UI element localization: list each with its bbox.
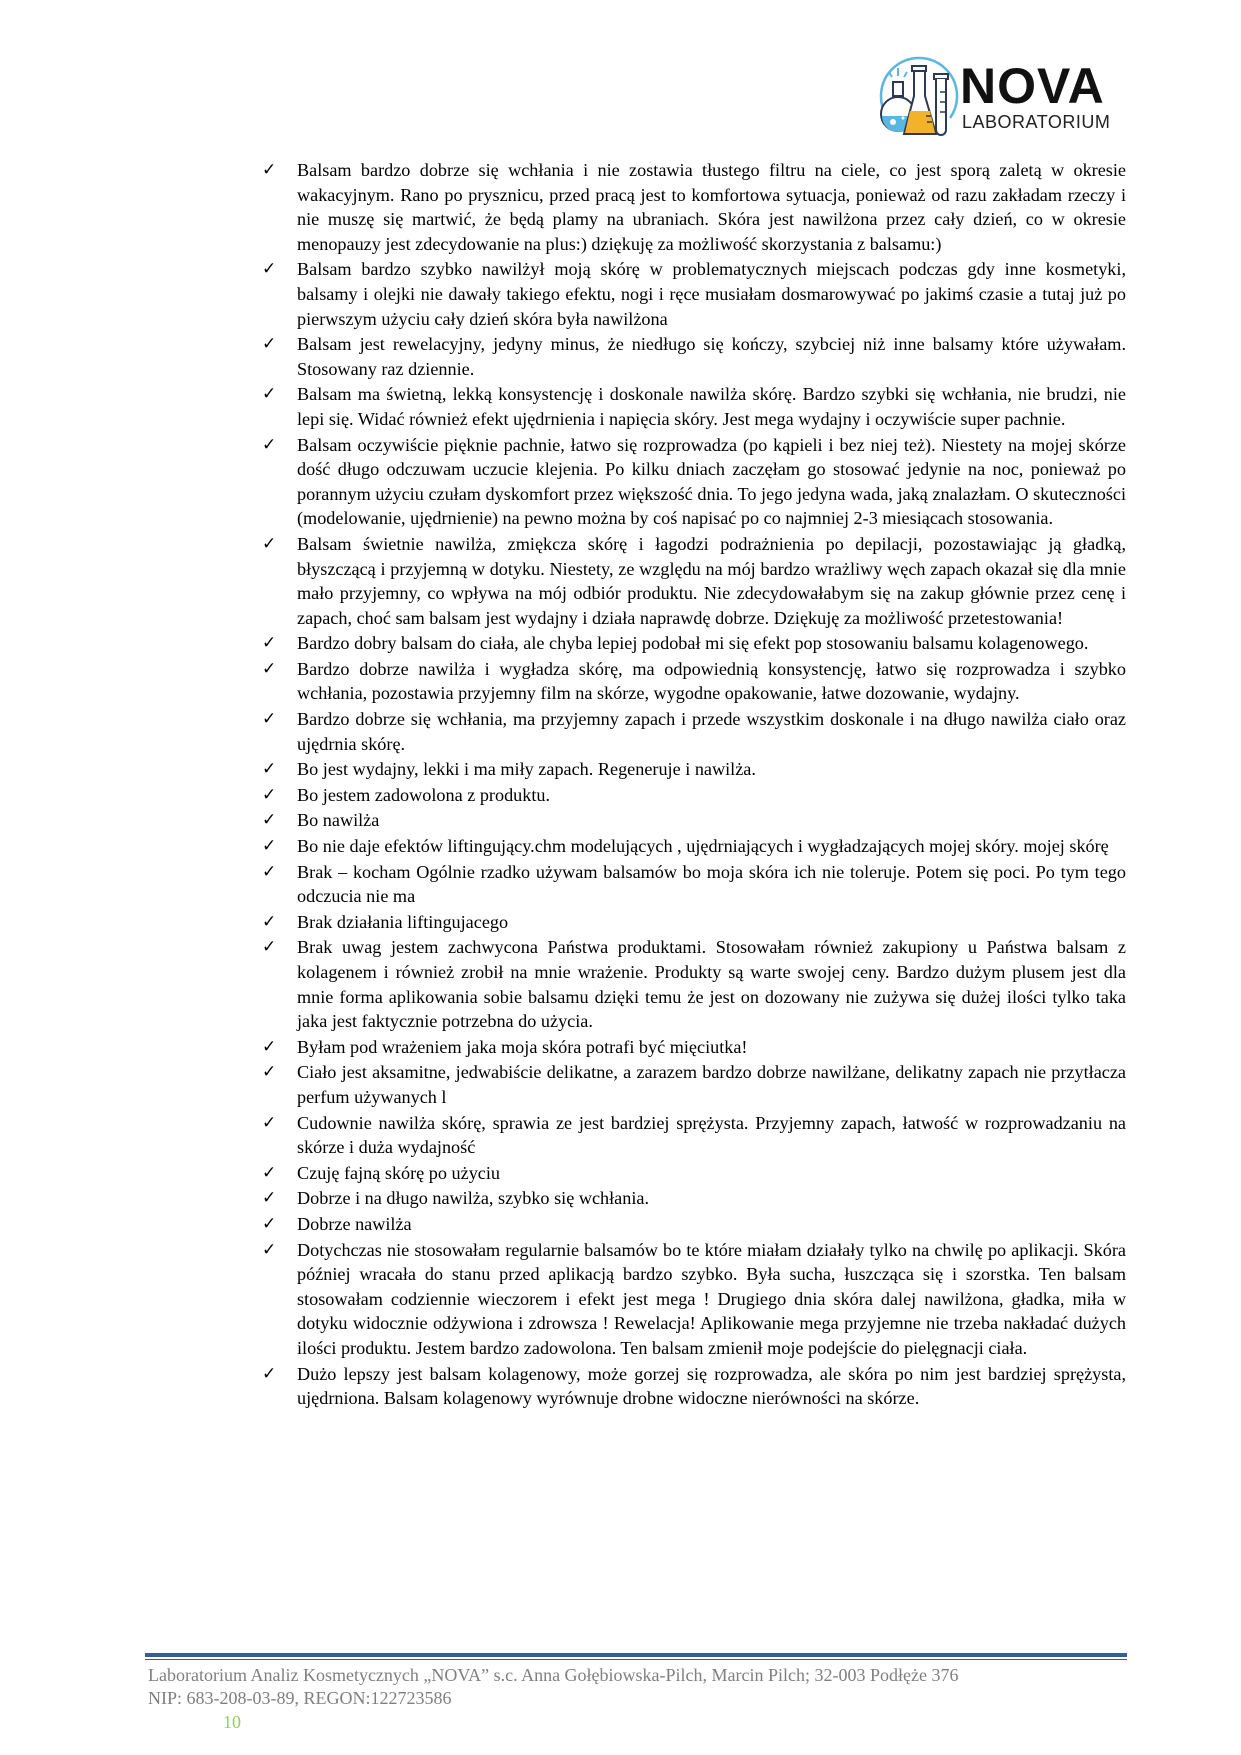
review-list-item [262,834,1126,859]
checkmark-icon: ✓ [262,861,277,882]
footer-divider [145,1653,1127,1657]
review-list [262,158,1126,1412]
review-text: Balsam jest rewelacyjny, jedyny minus, że niedługo się kończy, szybciej niż inne balsamy które używałam. Stosowany raz dziennie. [297,334,1126,379]
checkmark-icon: ✓ [262,709,277,730]
checkmark-icon: ✓ [262,1062,277,1083]
footer-tax-ids: NIP: 683-208-03-89, REGON:122723586 [148,1688,452,1708]
review-list-item [262,657,1126,706]
review-text: Brak – kocham Ogólnie rzadko używam balsamów bo moja skóra ich nie toleruje. Potem się poci. Po tym tego odczucia nie ma [297,861,1126,907]
review-text: Bo nie daje efektów liftingujący.chm modelujących , ujędrniających i wygładzających mojej skóry. mojej skórę [297,836,1109,857]
checkmark-icon: ✓ [262,633,277,654]
footer-divider-thin [145,1659,1127,1660]
review-text: Balsam oczywiście pięknie pachnie, łatwo się rozprowadza (po kąpieli i bez niej też). Niestety na mojej skórze dość długo odczuwam uczucie klejenia. Po kilku dniach zaczęłam go stosować jedynie na noc, ponieważ po porannym użyciu czułam dyskomfort przez większość dnia. To jego jedyna wada, jaką znalazłam. O skuteczności (modelowanie, ujędrnienie) na pewno można by coś napisać po co najmniej 2-3 miesiącach stosowania. [297,434,1126,529]
checkmark-icon: ✓ [262,1036,277,1057]
review-text: Ciało jest aksamitne, jedwabiście delikatne, a zarazem bardzo dobrze nawilżane, delikatny zapach nie przytłacza perfum używanych l [297,1062,1126,1107]
checkmark-icon: ✓ [262,784,277,805]
page-number: 10 [223,1712,241,1732]
checkmark-icon: ✓ [262,759,277,780]
review-list-item [262,1212,1126,1237]
laboratory-flasks-icon [876,56,962,138]
logo-subtitle: LABORATORIUM [962,112,1111,132]
review-text: Bo nawilża [297,810,380,831]
checkmark-icon: ✓ [262,1112,277,1133]
checkmark-icon: ✓ [262,937,277,958]
review-text: Brak działania liftingujacego [297,911,509,932]
checkmark-icon: ✓ [262,836,277,857]
review-text: Byłam pod wrażeniem jaka moja skóra potrafi być mięciutka! [297,1036,748,1057]
review-text: Dotychczas nie stosowałam regularnie balsamów bo te które miałam działały tylko na chwilę po aplikacji. Skóra później wracała do stanu przed aplikacją bardzo szybko. Była sucha, łuszcząca się i szorstka. Ten balsam stosowałam codziennie wieczorem i efekt jest mega ! Drugiego dnia skóra dalej nawilżona, gładka, miła w dotyku widocznie odżywiona i zdrowsza ! Rewelacja! Aplikowanie mega przyjemne nie trzeba nakładać dużych ilości produktu. Jestem bardzo zadowolona. Ten balsam zmienił moje podejście do pielęgnacji ciała. [297,1239,1126,1358]
review-list-item [262,433,1126,531]
review-text: Balsam ma świetną, lekką konsystencję i doskonale nawilża skórę. Bardzo szybki się wchłania, nie brudzi, nie lepi się. Widać również efekt ujędrnienia i napięcia skóry. Jest mega wydajny i oczywiście super pachnie. [297,384,1126,429]
checkmark-icon: ✓ [262,1162,277,1183]
review-list-item [262,1186,1126,1211]
review-text: Balsam bardzo dobrze się wchłania i nie zostawia tłustego filtru na ciele, co jest sporą zaletą w okresie wakacyjnym. Rano po prysznicu, przed pracą jest to komfortowa sytuacja, ponieważ od razu zakładam rzeczy i nie muszę się martwić, że będą plamy na ubraniach. Skóra jest nawilżona przez cały dzień, co w okresie menopauzy jest zdecydowanie na plus:) dziękuję za możliwość skorzystania z balsamu:) [297,160,1126,254]
nova-logo [876,56,1116,138]
review-text: Bo jestem zadowolona z produktu. [297,784,551,805]
checkmark-icon: ✓ [262,658,277,679]
review-text: Dobrze i na długo nawilża, szybko się wchłania. [297,1188,650,1209]
review-text: Bo jest wydajny, lekki i ma miły zapach. Regeneruje i nawilża. [297,759,756,780]
review-list-item [262,1060,1126,1109]
review-list-item [262,757,1126,782]
review-text: Czuję fajną skórę po użyciu [297,1162,501,1183]
checkmark-icon: ✓ [262,434,277,455]
footer-company-address: Laboratorium Analiz Kosmetycznych „NOVA” s.c. Anna Gołębiowska-Pilch, Marcin Pilch; 32-003 Podłęże 376 [148,1665,959,1685]
review-list-item [262,382,1126,431]
checkmark-icon: ✓ [262,160,277,180]
checkmark-icon: ✓ [262,384,277,405]
checkmark-icon: ✓ [262,1363,277,1384]
checkmark-icon: ✓ [262,1239,277,1260]
review-list-item [262,910,1126,935]
review-text: Bardzo dobrze się wchłania, ma przyjemny zapach i przede wszystkim doskonale i na długo nawilża ciało oraz ujędrnia skórę. [297,709,1126,754]
review-list-item [262,1362,1126,1411]
review-text: Dobrze nawilża [297,1213,412,1234]
review-text: Dużo lepszy jest balsam kolagenowy, może gorzej się rozprowadza, ale skóra po nim jest bardziej sprężysta, ujędrniona. Balsam kolagenowy wyrównuje drobne widoczne nierówności na skórze. [297,1363,1126,1409]
checkmark-icon: ✓ [262,334,277,355]
review-list-item [262,1035,1126,1060]
logo-title: NOVA [960,58,1105,114]
review-list-item [262,783,1126,808]
checkmark-icon: ✓ [262,1213,277,1234]
review-text: Balsam świetnie nawilża, zmiękcza skórę i łagodzi podrażnienia po depilacji, pozostawiając ją gładką, błyszczącą i przyjemną w dotyku. Niestety, ze względu na mój bardzo wrażliwy węch zapach okazał się dla mnie mało przyjemny, co wpływa na mój odbiór produktu. Nie zdecydowałabym się na zakup głównie przez cenę i zapach, choć sam balsam jest wydajny i działa naprawdę dobrze. Dziękuję za możliwość przetestowania! [297,533,1126,628]
review-list-item [262,1238,1126,1361]
review-text: Bardzo dobrze nawilża i wygładza skórę, ma odpowiednią konsystencję, łatwo się rozprowadza i szybko wchłania, pozostawia przyjemny film na skórze, wygodne opakowanie, łatwe dozowanie, wydajny. [297,658,1126,704]
review-text: Bardzo dobry balsam do ciała, ale chyba lepiej podobał mi się efekt pop stosowaniu balsamu kolagenowego. [297,633,1089,654]
review-list-item [262,935,1126,1033]
review-text: Balsam bardzo szybko nawilżył moją skórę w problematycznych miejscach podczas gdy inne kosmetyki, balsamy i olejki nie dawały takiego efektu, nogi i ręce musiałam dosmarowywać po jakimś czasie a tutaj już po pierwszym użyciu cały dzień skóra była nawilżona [297,259,1126,329]
checkmark-icon: ✓ [262,259,277,280]
review-list-item [262,532,1126,630]
review-list-item [262,332,1126,381]
review-list-item [262,860,1126,909]
review-list-item [262,158,1126,256]
review-text: Brak uwag jestem zachwycona Państwa produktami. Stosowałam również zakupiony u Państwa balsam z kolagenem i również zrobił na mnie wrażenie. Produkty są warte swojej ceny. Bardzo dużym plusem jest dla mnie forma aplikowania sobie balsamu dzięki temu że jest on dozowany nie zużywa się dużej ilości tylko taka jaka jest faktycznie potrzebna do użycia. [297,937,1126,1032]
review-list-item [262,1161,1126,1186]
checkmark-icon: ✓ [262,1188,277,1209]
checkmark-icon: ✓ [262,810,277,831]
review-list-item [262,631,1126,656]
checkmark-icon: ✓ [262,533,277,554]
review-text: Cudownie nawilża skórę, sprawia ze jest bardziej sprężysta. Przyjemny zapach, łatwość w rozprowadzaniu na skórze i duża wydajność [297,1112,1126,1158]
checkmark-icon: ✓ [262,911,277,932]
review-list-item [262,1111,1126,1160]
review-list-item [262,808,1126,833]
review-list-item [262,257,1126,331]
review-list-item [262,707,1126,756]
